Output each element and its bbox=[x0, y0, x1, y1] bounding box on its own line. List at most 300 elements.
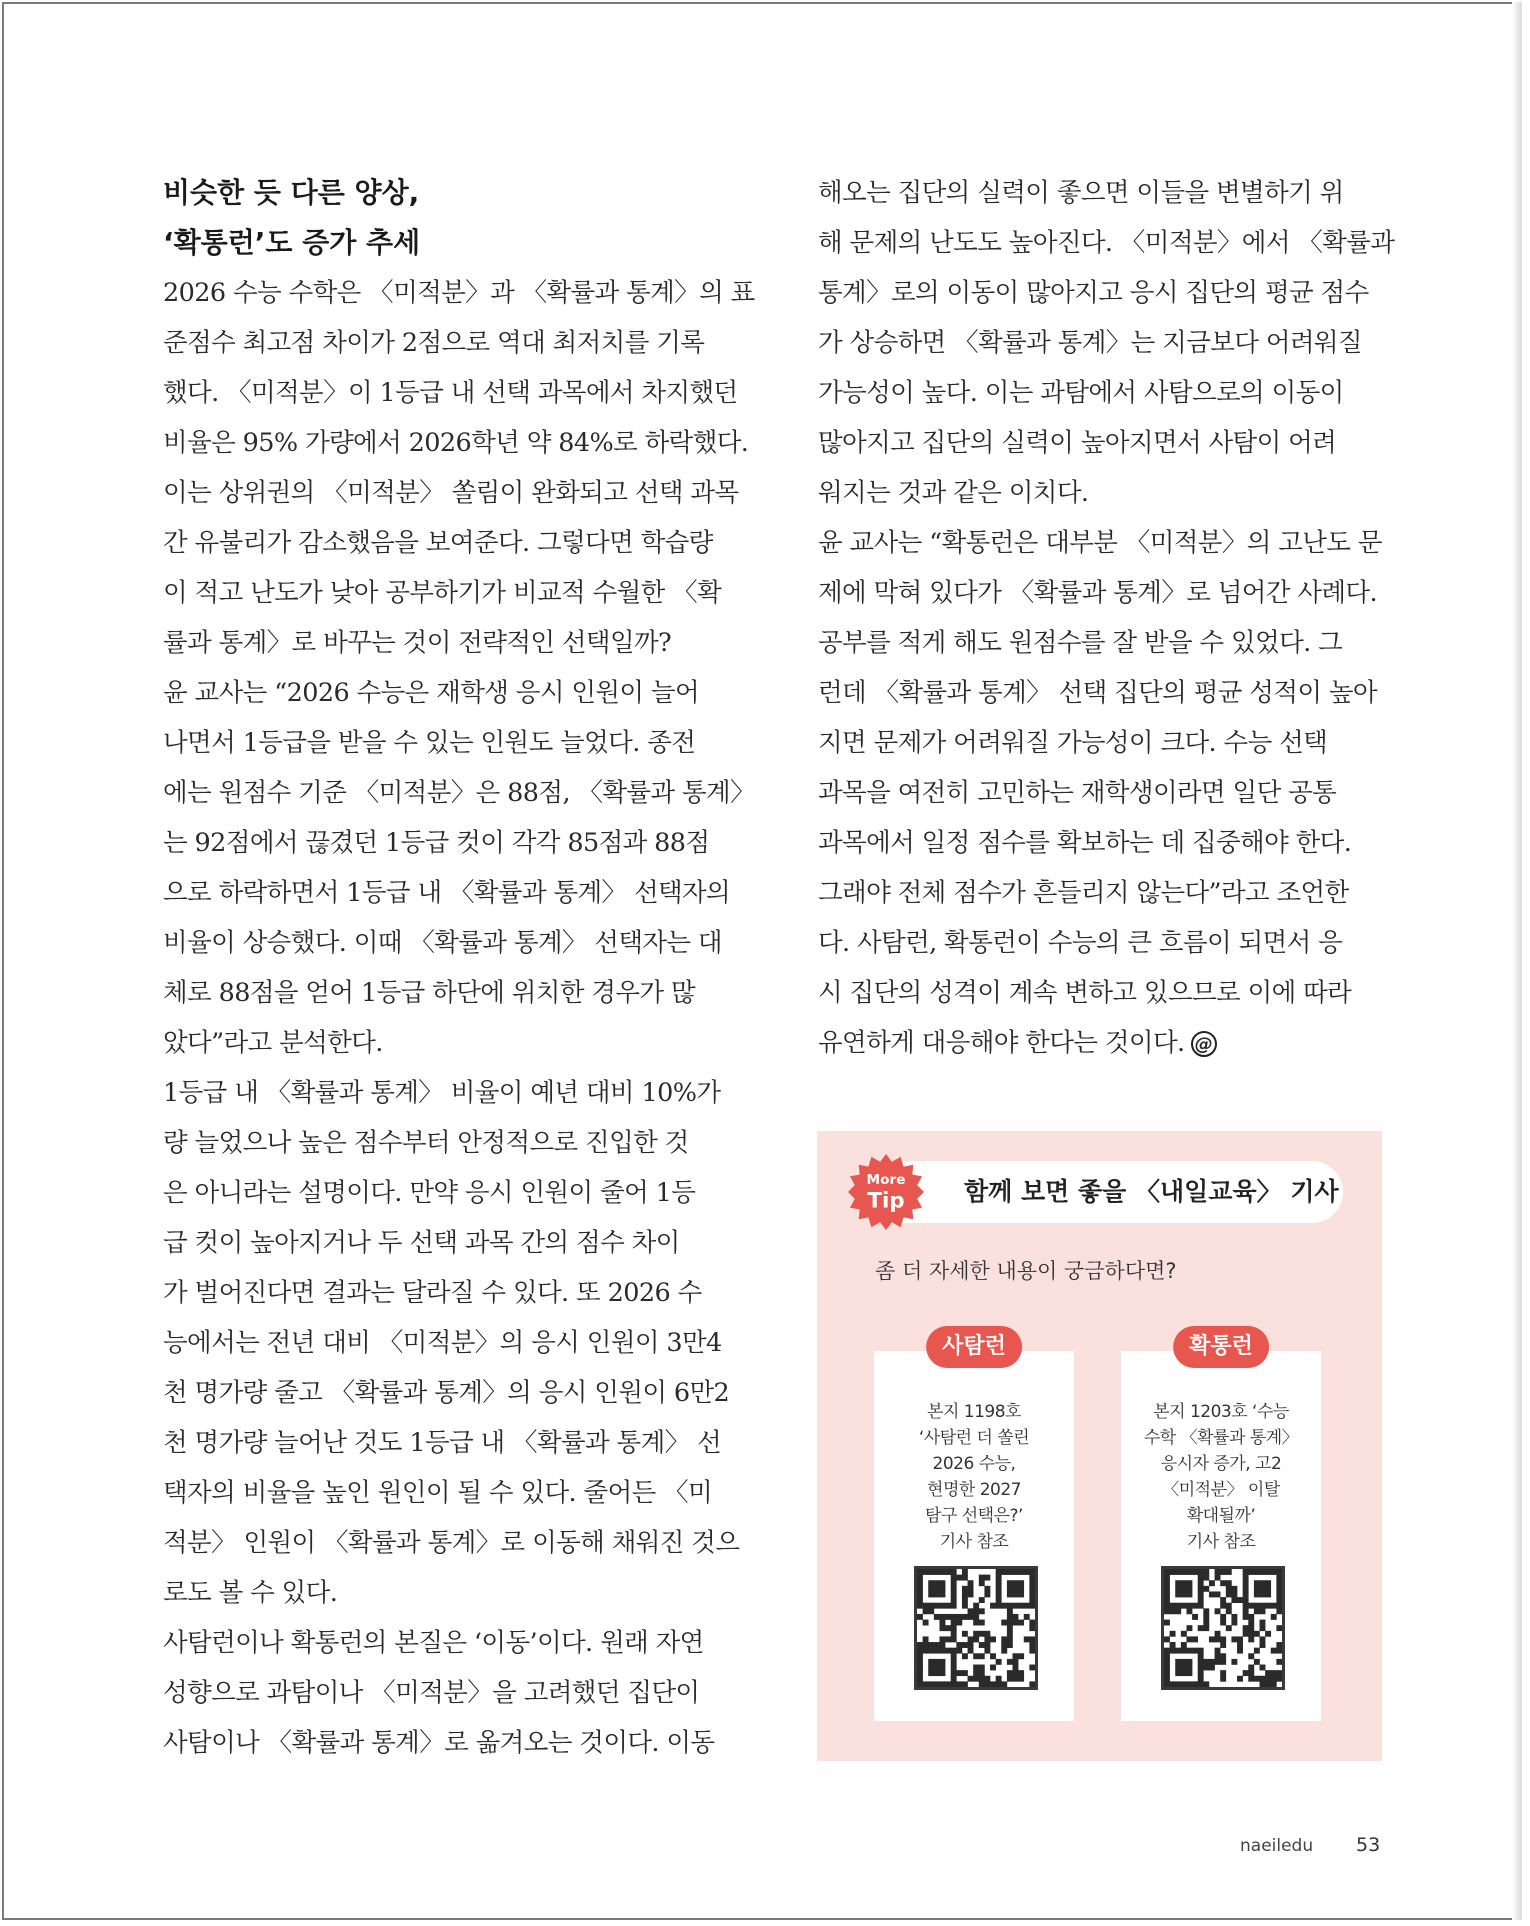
qr-module bbox=[1001, 1636, 1007, 1642]
qr-module bbox=[1192, 1681, 1198, 1687]
qr-module bbox=[1029, 1625, 1035, 1631]
qr-module bbox=[973, 1636, 979, 1642]
qr-module bbox=[973, 1670, 979, 1676]
text-line: 사탐이나 〈확률과 통계〉로 옮겨오는 것이다. 이동 bbox=[163, 1728, 715, 1758]
qr-module bbox=[1209, 1591, 1215, 1597]
qr-module bbox=[951, 1676, 957, 1682]
qr-module bbox=[1029, 1569, 1035, 1575]
qr-module bbox=[979, 1670, 985, 1676]
qr-module bbox=[1007, 1659, 1013, 1665]
qr-module bbox=[917, 1575, 923, 1581]
qr-module bbox=[951, 1591, 957, 1597]
qr-module bbox=[1181, 1659, 1187, 1665]
qr-module bbox=[1164, 1653, 1170, 1659]
qr-module bbox=[1007, 1676, 1013, 1682]
qr-module bbox=[917, 1642, 923, 1648]
qr-module bbox=[939, 1636, 945, 1642]
qr-module bbox=[1029, 1620, 1035, 1626]
qr-module bbox=[1198, 1580, 1204, 1586]
qr-module bbox=[1231, 1597, 1237, 1603]
heading-line-2: ‘확통런’도 증가 추세 bbox=[163, 226, 421, 259]
qr-module bbox=[1243, 1631, 1249, 1637]
qr-module bbox=[1254, 1580, 1260, 1586]
qr-module bbox=[945, 1569, 951, 1575]
qr-module bbox=[979, 1575, 985, 1581]
qr-module bbox=[962, 1603, 968, 1609]
qr-module bbox=[962, 1575, 968, 1581]
left-column bbox=[163, 168, 755, 1768]
text-line: 워지는 것과 같은 이치다. bbox=[818, 478, 1089, 508]
qr-module bbox=[1276, 1580, 1282, 1586]
card-text-line: 탐구 선택은?’ bbox=[925, 1506, 1023, 1526]
qr-module bbox=[1164, 1676, 1170, 1682]
qr-module bbox=[1215, 1575, 1221, 1581]
qr-module bbox=[1164, 1597, 1170, 1603]
qr-module bbox=[1220, 1676, 1226, 1682]
qr-module bbox=[968, 1676, 974, 1682]
qr-module bbox=[939, 1665, 945, 1671]
qr-module bbox=[1007, 1631, 1013, 1637]
qr-module bbox=[1181, 1586, 1187, 1592]
text-line: 제에 막혀 있다가 〈확률과 통계〉로 넘어간 사례다. bbox=[818, 578, 1377, 608]
qr-module bbox=[984, 1676, 990, 1682]
text-line: 비율은 95% 가량에서 2026학년 약 84%로 하락했다. bbox=[163, 428, 749, 458]
qr-module bbox=[1260, 1603, 1266, 1609]
qr-module bbox=[939, 1580, 945, 1586]
qr-module bbox=[1164, 1603, 1170, 1609]
qr-module bbox=[1007, 1620, 1013, 1626]
qr-module bbox=[951, 1603, 957, 1609]
left-paragraph-2 bbox=[163, 668, 755, 1068]
text-line: 나면서 1등급을 받을 수 있는 인원도 늘었다. 종전 bbox=[163, 728, 696, 758]
qr-module bbox=[1220, 1569, 1226, 1575]
card-text-line: 기사 참조 bbox=[1186, 1532, 1256, 1552]
qr-module bbox=[979, 1665, 985, 1671]
qr-module bbox=[1254, 1569, 1260, 1575]
qr-module bbox=[1018, 1670, 1024, 1676]
qr-module bbox=[951, 1631, 957, 1637]
qr-module bbox=[1181, 1631, 1187, 1637]
text-line: 과목에서 일정 점수를 확보하는 데 집중해야 한다. bbox=[818, 828, 1352, 858]
left-paragraph-4 bbox=[163, 1618, 733, 1768]
qr-module bbox=[1170, 1642, 1176, 1648]
qr-module bbox=[1001, 1620, 1007, 1626]
qr-module bbox=[1029, 1586, 1035, 1592]
qr-module bbox=[1186, 1591, 1192, 1597]
qr-module bbox=[939, 1603, 945, 1609]
text-line: 시 집단의 성격이 계속 변하고 있으므로 이에 따라 bbox=[818, 978, 1352, 1008]
text-line: 지면 문제가 어려워질 가능성이 크다. 수능 선택 bbox=[818, 728, 1328, 758]
qr-module bbox=[1007, 1642, 1013, 1648]
qr-module bbox=[1265, 1603, 1271, 1609]
qr-module bbox=[1181, 1681, 1187, 1687]
qr-module bbox=[1254, 1648, 1260, 1654]
section-heading bbox=[163, 168, 733, 268]
qr-module bbox=[1237, 1642, 1243, 1648]
qr-module bbox=[945, 1614, 951, 1620]
qr-module bbox=[1203, 1620, 1209, 1626]
qr-module bbox=[990, 1653, 996, 1659]
qr-module bbox=[1007, 1636, 1013, 1642]
qr-module bbox=[1198, 1625, 1204, 1631]
qr-module bbox=[951, 1670, 957, 1676]
qr-module bbox=[951, 1569, 957, 1575]
right-paragraph-1 bbox=[818, 168, 1395, 518]
page-edge-shadow bbox=[1512, 2, 1522, 1920]
qr-module bbox=[1254, 1603, 1260, 1609]
qr-module bbox=[1181, 1670, 1187, 1676]
qr-module bbox=[1243, 1625, 1249, 1631]
qr-module bbox=[1186, 1681, 1192, 1687]
tip-header-pill bbox=[857, 1161, 1343, 1223]
card-text-line: 〈미적분〉 이탈 bbox=[1162, 1480, 1280, 1500]
qr-module bbox=[1276, 1575, 1282, 1581]
qr-module bbox=[934, 1591, 940, 1597]
text-line: 이 적고 난도가 낮아 공부하기가 비교적 수월한 〈확 bbox=[163, 578, 722, 608]
card-label: 사탐런 bbox=[926, 1326, 1022, 1368]
qr-module bbox=[1260, 1608, 1266, 1614]
qr-module bbox=[1170, 1648, 1176, 1654]
qr-module bbox=[1276, 1608, 1282, 1614]
qr-module bbox=[1029, 1642, 1035, 1648]
qr-module bbox=[928, 1569, 934, 1575]
qr-module bbox=[1220, 1614, 1226, 1620]
qr-module bbox=[979, 1597, 985, 1603]
qr-module bbox=[951, 1681, 957, 1687]
qr-module bbox=[917, 1586, 923, 1592]
qr-module bbox=[1209, 1636, 1215, 1642]
qr-module bbox=[1007, 1603, 1013, 1609]
qr-module bbox=[1164, 1580, 1170, 1586]
page-number: 53 bbox=[1356, 1834, 1381, 1856]
qr-module bbox=[968, 1580, 974, 1586]
qr-module bbox=[939, 1625, 945, 1631]
qr-module bbox=[968, 1591, 974, 1597]
qr-module bbox=[928, 1681, 934, 1687]
text-line: 가능성이 높다. 이는 과탐에서 사탐으로의 이동이 bbox=[818, 378, 1344, 408]
qr-module bbox=[1198, 1597, 1204, 1603]
text-line: 비율이 상승했다. 이때 〈확률과 통계〉 선택자는 대 bbox=[163, 928, 722, 958]
card-text-line: 본지 1198호 bbox=[927, 1402, 1021, 1422]
qr-module bbox=[1007, 1670, 1013, 1676]
qr-module bbox=[1276, 1659, 1282, 1665]
text-line: 량 늘었으나 높은 점수부터 안정적으로 진입한 것 bbox=[163, 1128, 689, 1158]
qr-module bbox=[923, 1642, 929, 1648]
qr-module bbox=[1276, 1603, 1282, 1609]
qr-module bbox=[1013, 1665, 1019, 1671]
qr-module bbox=[1013, 1586, 1019, 1592]
qr-module bbox=[945, 1681, 951, 1687]
qr-module bbox=[1215, 1659, 1221, 1665]
qr-module bbox=[1001, 1642, 1007, 1648]
footer-brand: naeiledu bbox=[1240, 1836, 1314, 1856]
qr-module bbox=[1254, 1591, 1260, 1597]
qr-module bbox=[962, 1591, 968, 1597]
qr-module bbox=[1186, 1608, 1192, 1614]
qr-module bbox=[956, 1670, 962, 1676]
qr-module bbox=[1198, 1586, 1204, 1592]
qr-module bbox=[1209, 1665, 1215, 1671]
card-label: 확통런 bbox=[1173, 1326, 1269, 1368]
qr-module bbox=[917, 1670, 923, 1676]
qr-module bbox=[928, 1665, 934, 1671]
qr-module bbox=[1186, 1569, 1192, 1575]
qr-module bbox=[1265, 1569, 1271, 1575]
text-line: 에는 원점수 기준 〈미적분〉은 88점, 〈확률과 통계〉 bbox=[163, 778, 755, 808]
text-line: 은 아니라는 설명이다. 만약 응시 인원이 줄어 1등 bbox=[163, 1178, 696, 1208]
qr-module bbox=[1175, 1591, 1181, 1597]
qr-module bbox=[984, 1681, 990, 1687]
qr-module bbox=[1243, 1575, 1249, 1581]
qr-module bbox=[951, 1653, 957, 1659]
qr-module bbox=[934, 1586, 940, 1592]
qr-module bbox=[1175, 1569, 1181, 1575]
qr-module bbox=[923, 1620, 929, 1626]
qr-pattern bbox=[1164, 1569, 1282, 1687]
qr-module bbox=[1276, 1586, 1282, 1592]
qr-module bbox=[1265, 1670, 1271, 1676]
qr-module bbox=[1248, 1625, 1254, 1631]
qr-module bbox=[917, 1591, 923, 1597]
qr-module bbox=[1265, 1681, 1271, 1687]
qr-module bbox=[996, 1676, 1002, 1682]
qr-module bbox=[1186, 1648, 1192, 1654]
qr-module bbox=[1265, 1631, 1271, 1637]
qr-module bbox=[979, 1608, 985, 1614]
qr-module bbox=[1018, 1580, 1024, 1586]
qr-module bbox=[984, 1636, 990, 1642]
qr-module bbox=[928, 1591, 934, 1597]
qr-module bbox=[1198, 1653, 1204, 1659]
qr-module bbox=[1248, 1653, 1254, 1659]
qr-module bbox=[1215, 1631, 1221, 1637]
qr-module bbox=[1029, 1681, 1035, 1687]
qr-module bbox=[1186, 1603, 1192, 1609]
qr-module bbox=[973, 1608, 979, 1614]
card-text-line: 응시자 증가, 고2 bbox=[1160, 1454, 1282, 1474]
qr-module bbox=[1198, 1603, 1204, 1609]
qr-module bbox=[968, 1614, 974, 1620]
qr-module bbox=[1192, 1614, 1198, 1620]
qr-module bbox=[1203, 1614, 1209, 1620]
qr-module bbox=[1260, 1586, 1266, 1592]
qr-module bbox=[1007, 1591, 1013, 1597]
qr-module bbox=[923, 1648, 929, 1654]
qr-module bbox=[1260, 1681, 1266, 1687]
qr-module bbox=[1007, 1580, 1013, 1586]
qr-module bbox=[1276, 1648, 1282, 1654]
qr-module bbox=[1215, 1591, 1221, 1597]
text-line: 체로 88점을 얻어 1등급 하단에 위치한 경우가 많 bbox=[163, 978, 696, 1008]
qr-module bbox=[1203, 1665, 1209, 1671]
text-line: 능에서는 전년 대비 〈미적분〉의 응시 인원이 3만4 bbox=[163, 1328, 722, 1358]
qr-module bbox=[934, 1670, 940, 1676]
qr-module bbox=[1164, 1608, 1170, 1614]
qr-module bbox=[1220, 1580, 1226, 1586]
qr-module bbox=[1170, 1603, 1176, 1609]
qr-module bbox=[945, 1625, 951, 1631]
qr-module bbox=[996, 1569, 1002, 1575]
qr-module bbox=[1007, 1586, 1013, 1592]
text-line: 는 92점에서 끊겼던 1등급 컷이 각각 85점과 88점 bbox=[163, 828, 710, 858]
qr-module bbox=[1226, 1586, 1232, 1592]
qr-module bbox=[923, 1608, 929, 1614]
qr-module bbox=[951, 1597, 957, 1603]
right-paragraph-2 bbox=[818, 518, 1388, 1068]
text-line: 적분〉 인원이 〈확률과 통계〉로 이동해 채워진 것으 bbox=[163, 1528, 740, 1558]
qr-module bbox=[1186, 1586, 1192, 1592]
tip-title: 함께 보면 좋을 〈내일교육〉 기사 bbox=[964, 1177, 1339, 1206]
text-line: 준점수 최고점 차이가 2점으로 역대 최저치를 기록 bbox=[163, 328, 705, 358]
qr-module bbox=[917, 1648, 923, 1654]
qr-module bbox=[939, 1569, 945, 1575]
text-line: 다. 사탐런, 확통런이 수능의 큰 흐름이 되면서 응 bbox=[818, 928, 1343, 958]
qr-module bbox=[979, 1653, 985, 1659]
qr-module bbox=[1186, 1625, 1192, 1631]
qr-module bbox=[1254, 1631, 1260, 1637]
qr-module bbox=[1018, 1569, 1024, 1575]
text-line: 과목을 여전히 고민하는 재학생이라면 일단 공통 bbox=[818, 778, 1337, 808]
qr-code[interactable] bbox=[1161, 1566, 1285, 1690]
qr-module bbox=[1024, 1614, 1030, 1620]
qr-module bbox=[934, 1603, 940, 1609]
qr-module bbox=[1013, 1569, 1019, 1575]
qr-module bbox=[1271, 1569, 1277, 1575]
qr-module bbox=[1170, 1608, 1176, 1614]
qr-module bbox=[1265, 1676, 1271, 1682]
qr-module bbox=[1260, 1569, 1266, 1575]
qr-module bbox=[962, 1642, 968, 1648]
qr-module bbox=[939, 1586, 945, 1592]
qr-module bbox=[1209, 1659, 1215, 1665]
qr-module bbox=[968, 1608, 974, 1614]
qr-module bbox=[951, 1648, 957, 1654]
qr-module bbox=[945, 1636, 951, 1642]
qr-module bbox=[973, 1614, 979, 1620]
qr-module bbox=[1018, 1591, 1024, 1597]
text-line: 해오는 집단의 실력이 좋으면 이들을 변별하기 위 bbox=[818, 178, 1344, 208]
text-line: 런데 〈확률과 통계〉 선택 집단의 평균 성적이 높아 bbox=[818, 678, 1377, 708]
qr-module bbox=[1186, 1659, 1192, 1665]
qr-module bbox=[1243, 1580, 1249, 1586]
qr-module bbox=[1260, 1591, 1266, 1597]
qr-module bbox=[1013, 1591, 1019, 1597]
qr-module bbox=[1175, 1681, 1181, 1687]
qr-module bbox=[990, 1681, 996, 1687]
card-text-line: 현명한 2027 bbox=[927, 1480, 1021, 1500]
text-line: 그래야 전체 점수가 흔들리지 않는다”라고 조언한 bbox=[818, 878, 1349, 908]
qr-module bbox=[1243, 1569, 1249, 1575]
qr-module bbox=[1018, 1603, 1024, 1609]
qr-module bbox=[1013, 1676, 1019, 1682]
qr-module bbox=[917, 1681, 923, 1687]
qr-module bbox=[1164, 1636, 1170, 1642]
left-paragraph-1 bbox=[163, 268, 755, 668]
qr-module bbox=[917, 1614, 923, 1620]
qr-module bbox=[984, 1591, 990, 1597]
qr-module bbox=[928, 1580, 934, 1586]
qr-module bbox=[1013, 1580, 1019, 1586]
qr-module bbox=[984, 1642, 990, 1648]
qr-module bbox=[939, 1659, 945, 1665]
qr-module bbox=[934, 1569, 940, 1575]
end-mark-icon: @ bbox=[1191, 1031, 1217, 1057]
qr-module bbox=[1237, 1648, 1243, 1654]
qr-module bbox=[1248, 1631, 1254, 1637]
qr-module bbox=[1001, 1648, 1007, 1654]
qr-module bbox=[996, 1586, 1002, 1592]
more-tip-box bbox=[817, 1131, 1382, 1761]
qr-code[interactable] bbox=[914, 1566, 1038, 1690]
qr-module bbox=[973, 1631, 979, 1637]
qr-module bbox=[990, 1665, 996, 1671]
qr-module bbox=[984, 1648, 990, 1654]
qr-module bbox=[1013, 1670, 1019, 1676]
qr-module bbox=[1254, 1676, 1260, 1682]
qr-module bbox=[1164, 1620, 1170, 1626]
badge-tip-text: Tip bbox=[867, 1188, 905, 1214]
qr-module bbox=[1181, 1603, 1187, 1609]
closing-sentence: 유연하게 대응해야 한다는 것이다. bbox=[818, 1028, 1185, 1058]
qr-module bbox=[996, 1597, 1002, 1603]
qr-module bbox=[1181, 1642, 1187, 1648]
qr-module bbox=[1265, 1591, 1271, 1597]
text-line: 해 문제의 난도도 높아진다. 〈미적분〉에서 〈확률과 bbox=[818, 228, 1395, 258]
qr-module bbox=[979, 1580, 985, 1586]
qr-module bbox=[1018, 1653, 1024, 1659]
more-tip-badge-icon bbox=[847, 1153, 925, 1231]
text-line: 많아지고 집단의 실력이 높아지면서 사탐이 어려 bbox=[818, 428, 1337, 458]
qr-module bbox=[1186, 1580, 1192, 1586]
qr-module bbox=[1254, 1586, 1260, 1592]
text-line: 간 유불리가 감소했음을 보여준다. 그렇다면 학습량 bbox=[163, 528, 713, 558]
qr-module bbox=[917, 1665, 923, 1671]
qr-module bbox=[1248, 1676, 1254, 1682]
qr-module bbox=[1231, 1586, 1237, 1592]
qr-module bbox=[996, 1603, 1002, 1609]
qr-module bbox=[968, 1648, 974, 1654]
qr-module bbox=[951, 1665, 957, 1671]
qr-module bbox=[1231, 1620, 1237, 1626]
heading-line-1: 비슷한 듯 다른 양상, bbox=[163, 176, 420, 209]
qr-module bbox=[1220, 1636, 1226, 1642]
qr-module bbox=[962, 1670, 968, 1676]
qr-module bbox=[1192, 1648, 1198, 1654]
qr-module bbox=[996, 1681, 1002, 1687]
qr-module bbox=[1231, 1659, 1237, 1665]
qr-module bbox=[1175, 1648, 1181, 1654]
qr-module bbox=[979, 1631, 985, 1637]
qr-module bbox=[1220, 1653, 1226, 1659]
qr-module bbox=[939, 1620, 945, 1626]
qr-module bbox=[951, 1620, 957, 1626]
qr-module bbox=[1220, 1603, 1226, 1609]
qr-module bbox=[956, 1575, 962, 1581]
article-card-hwaktongrun bbox=[1121, 1334, 1321, 1721]
qr-module bbox=[1029, 1665, 1035, 1671]
qr-module bbox=[1029, 1648, 1035, 1654]
qr-module bbox=[1175, 1659, 1181, 1665]
qr-module bbox=[1013, 1614, 1019, 1620]
qr-module bbox=[1271, 1614, 1277, 1620]
text-line: 했다. 〈미적분〉이 1등급 내 선택 과목에서 차지했던 bbox=[163, 378, 738, 408]
qr-module bbox=[928, 1648, 934, 1654]
qr-module bbox=[1192, 1569, 1198, 1575]
qr-module bbox=[1007, 1625, 1013, 1631]
qr-module bbox=[934, 1580, 940, 1586]
qr-module bbox=[956, 1614, 962, 1620]
qr-module bbox=[923, 1636, 929, 1642]
